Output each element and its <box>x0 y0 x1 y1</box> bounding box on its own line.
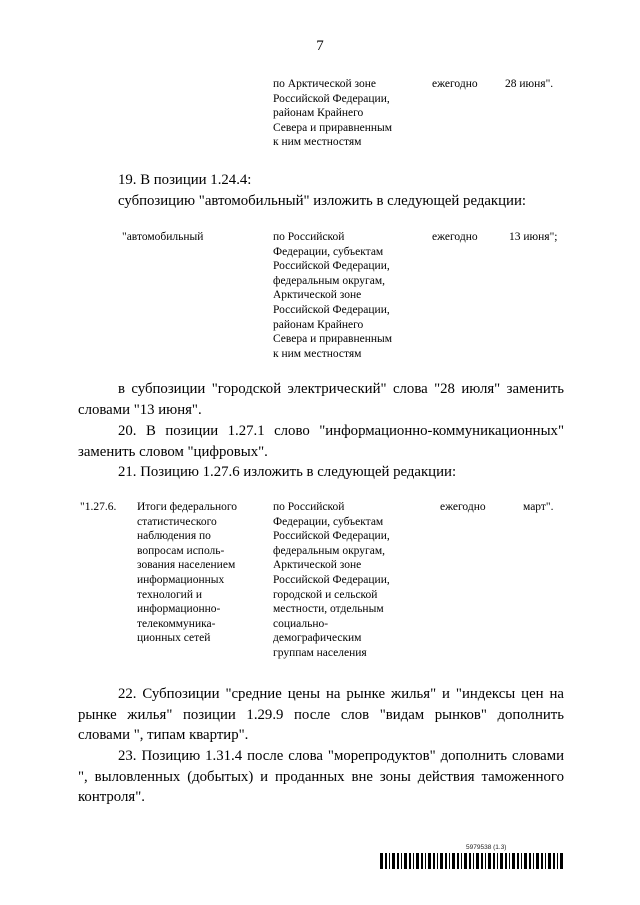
barcode-number: 5979538 (1.3) <box>466 844 507 851</box>
table21-region-cell: по Российской Федерации, субъектам Российской Федерации, федеральным округам, Арктической зоне Российской Федерации, городской и сельской местности, отдельным социально- демографическим группам населения <box>273 501 390 659</box>
item-19-heading: 19. В позиции 1.24.4: <box>118 172 252 188</box>
city-electric-paragraph: в субпозиции "городской электрический" слова "28 июля" заменить словами "13 июня". <box>78 381 564 418</box>
fragment-frequency-cell: ежегодно <box>432 78 478 90</box>
table19-name-cell: "автомобильный <box>122 231 204 243</box>
table19-region-cell: по Российской Федерации, субъектам Российской Федерации, федеральным округам, Арктической зоне Российской Федерации, районам Крайнего Севера и приравненным к ним местностям <box>273 231 393 360</box>
item-21-paragraph: 21. Позицию 1.27.6 изложить в следующей редакции: <box>118 464 457 480</box>
table21-frequency-cell: ежегодно <box>440 501 486 513</box>
table21-date-cell: март". <box>523 501 554 513</box>
fragment-region-cell: по Арктической зоне Российской Федерации, районам Крайнего Севера и приравненным к ним местностям <box>273 78 393 149</box>
item-22-paragraph: 22. Субпозиции "средние цены на рынке жилья" и "индексы цен на рынке жилья" позиции 1.29.9 после слов "видам рынков" дополнить словами ", типам квартир". <box>78 686 564 744</box>
table19-date-cell: 13 июня"; <box>509 231 558 243</box>
item-20-paragraph: 20. В позиции 1.27.1 слово "информационно-коммуникационных" заменить словом "цифровых". <box>78 423 564 460</box>
item-23-paragraph: 23. Позицию 1.31.4 после слова "морепродуктов" дополнить словами ", выловленных (добытых) и проданных вне зоны действия таможенного контроля". <box>78 748 564 806</box>
table19-frequency-cell: ежегодно <box>432 231 478 243</box>
barcode-image <box>380 853 564 869</box>
fragment-date-cell: 28 июня". <box>505 78 554 90</box>
table21-name-cell: Итоги федерального статистического наблюдения по вопросам исполь- зования населением информационных технологий и информационно- телекоммуника- ционных сетей <box>137 501 238 645</box>
table21-code-cell: "1.27.6. <box>80 501 117 513</box>
page-number: 7 <box>316 38 324 54</box>
item-19-instruction: субпозицию "автомобильный" изложить в следующей редакции: <box>118 193 526 209</box>
